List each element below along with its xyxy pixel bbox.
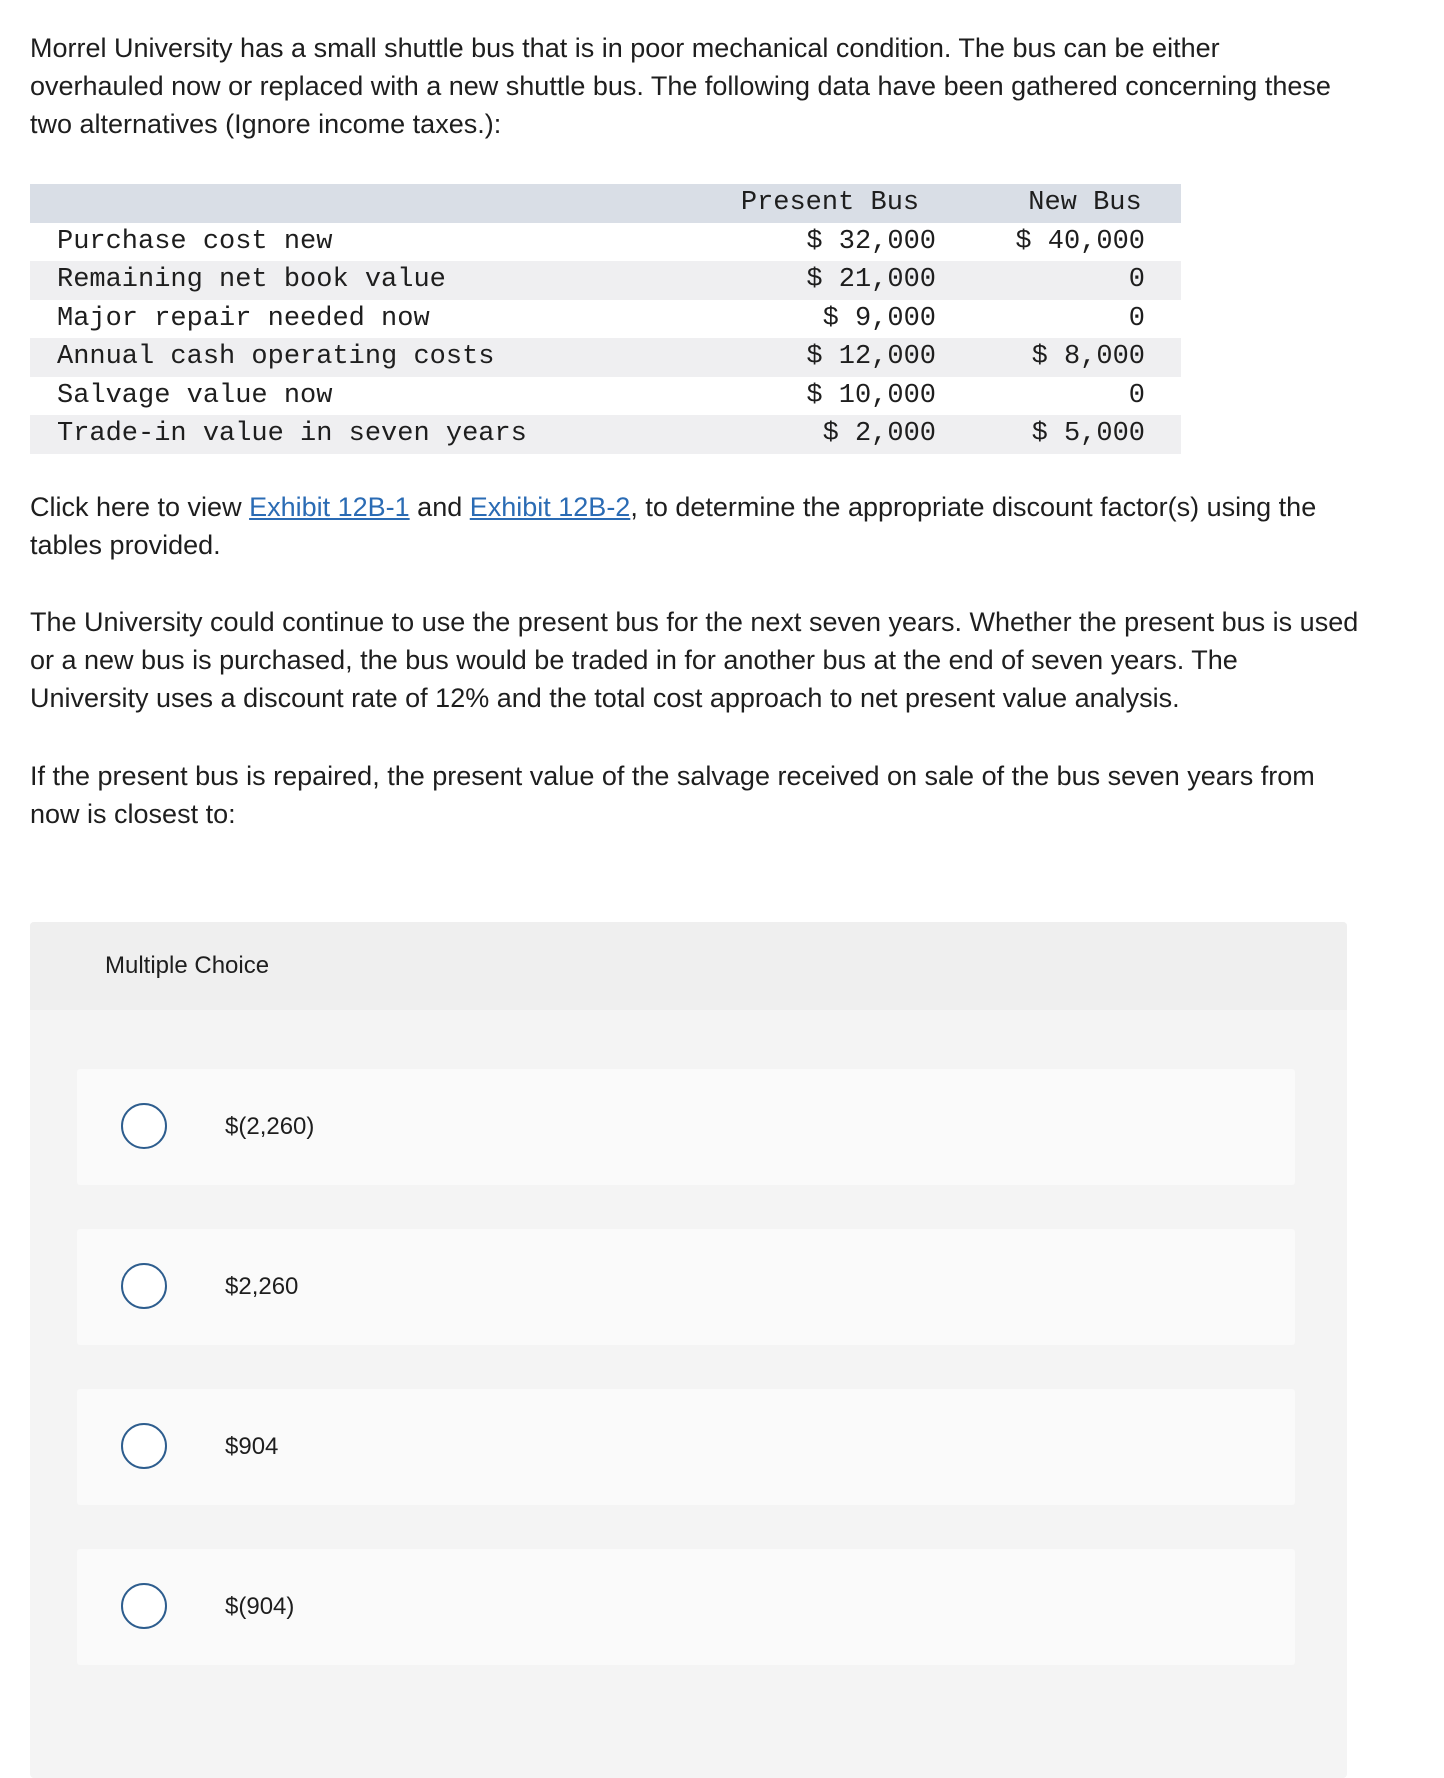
new-bus-value: 0 bbox=[1128, 303, 1145, 334]
table-header-row bbox=[30, 184, 1181, 223]
exhibit-text-middle: and bbox=[409, 492, 470, 522]
header-new-bus: New Bus bbox=[1028, 188, 1142, 218]
new-bus-value: $ 8,000 bbox=[1031, 342, 1145, 372]
table-row bbox=[30, 377, 1181, 416]
present-bus-value: $ 21,000 bbox=[806, 265, 936, 295]
exhibit-12b-1-link[interactable]: Exhibit 12B-1 bbox=[249, 492, 410, 522]
multiple-choice-panel bbox=[30, 922, 1347, 1778]
present-bus-value: $ 2,000 bbox=[822, 419, 936, 449]
row-label: Purchase cost new bbox=[57, 226, 333, 257]
answer-option-label: $2,260 bbox=[225, 1273, 299, 1300]
table-row bbox=[30, 415, 1181, 454]
row-label: Salvage value now bbox=[57, 380, 333, 411]
new-bus-value: 0 bbox=[1128, 265, 1145, 295]
exhibit-12b-2-link[interactable]: Exhibit 12B-2 bbox=[469, 492, 631, 522]
exhibit-paragraph bbox=[30, 488, 1360, 564]
row-label: Annual cash operating costs bbox=[57, 342, 495, 372]
present-bus-value: $ 32,000 bbox=[806, 226, 936, 257]
multiple-choice-title: Multiple Choice bbox=[105, 952, 270, 979]
answer-option[interactable] bbox=[77, 1549, 1295, 1665]
new-bus-value: $ 5,000 bbox=[1031, 419, 1145, 449]
answer-option-label: $(2,260) bbox=[225, 1113, 315, 1140]
context-paragraph: The University could continue to use the present bus for the next seven years. Whether the present bus is used or a new bus is purchased, the bus would be traded in for another bus at the end of seven years. The University uses a discount rate of 12% and the total cost approach to net present value analysis. bbox=[30, 607, 1359, 713]
row-label: Trade-in value in seven years bbox=[57, 419, 527, 449]
present-bus-value: $ 9,000 bbox=[822, 303, 936, 334]
radio-button-icon[interactable] bbox=[121, 1103, 167, 1149]
header-present-bus: Present Bus bbox=[740, 188, 920, 218]
bus-data-table bbox=[30, 184, 1181, 454]
row-label: Major repair needed now bbox=[57, 303, 430, 334]
answer-option[interactable] bbox=[77, 1389, 1295, 1505]
table-row bbox=[30, 338, 1181, 377]
multiple-choice-header bbox=[30, 922, 1347, 1010]
radio-button-icon[interactable] bbox=[121, 1583, 167, 1629]
answer-option-label: $(904) bbox=[225, 1593, 295, 1620]
exhibit-text-after: , to determine the appropriate discount factor(s) using the tables provided. bbox=[30, 492, 1317, 560]
table-row bbox=[30, 300, 1181, 339]
answer-option[interactable] bbox=[77, 1069, 1295, 1185]
intro-paragraph: Morrel University has a small shuttle bus that is in poor mechanical condition. The bus can be either overhauled now or replaced with a new shuttle bus. The following data have been gathered concerning these two alternatives (Ignore income taxes.): bbox=[30, 33, 1331, 139]
answer-option-label: $904 bbox=[225, 1433, 279, 1460]
radio-button-icon[interactable] bbox=[121, 1263, 167, 1309]
new-bus-value: 0 bbox=[1128, 380, 1145, 411]
present-bus-value: $ 12,000 bbox=[806, 342, 936, 372]
row-label: Remaining net book value bbox=[57, 265, 446, 295]
question-text: If the present bus is repaired, the present value of the salvage received on sale of the bus seven years from now is closest to: bbox=[30, 761, 1315, 829]
new-bus-value: $ 40,000 bbox=[1015, 226, 1145, 257]
table-row bbox=[30, 261, 1181, 300]
exhibit-text-before: Click here to view bbox=[30, 492, 250, 522]
present-bus-value: $ 10,000 bbox=[806, 380, 936, 411]
answer-option[interactable] bbox=[77, 1229, 1295, 1345]
radio-button-icon[interactable] bbox=[121, 1423, 167, 1469]
table-row bbox=[30, 223, 1181, 262]
